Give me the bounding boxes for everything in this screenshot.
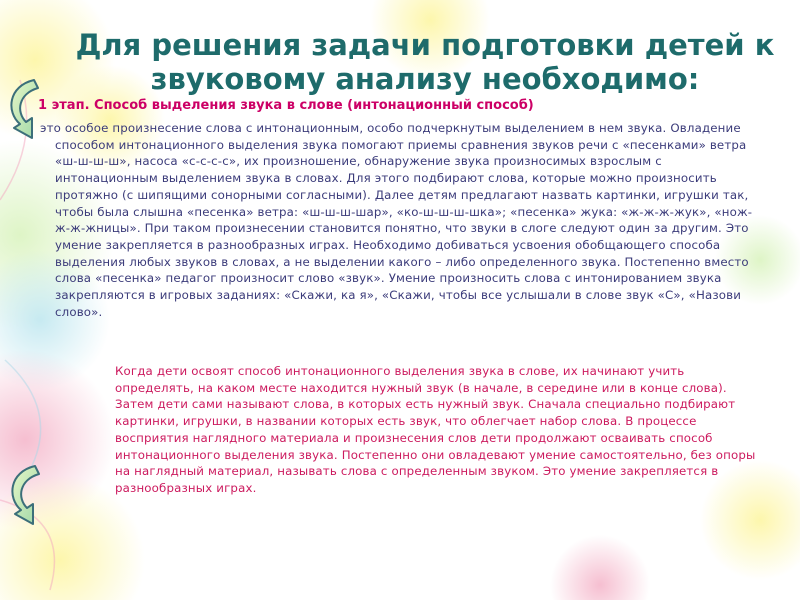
slide-title: Для решения задачи подготовки детей к звуковому анализу необходимо: [75,28,775,96]
curved-arrow-icon [3,462,45,528]
stage-heading: 1 этап. Способ выделения звука в слове (интонационный способ) [38,98,534,113]
paragraph-intonation-method: это особое произнесение слова с интонационным, особо подчеркнутым выделением в нем звука. Овладение способом интонационного выделения звука помогают приемы сравнения звуков речи с «песенками» ветра «ш-ш-ш-ш», насоса «с-с-с-с», их произношение, обнаружение звука произносимых взрослым с интонационным выделением звука в словах. Для этого подбирают слова, которые можно произносить протяжно (с шипящими сонорными согласными). Далее детям предлагают назвать картинки, игрушки так, чтобы была слышна «песенка» ветра: «ш-ш-ш-шар», «ко-ш-ш-ш-шка»; «песенка» жука: «ж-ж-ж-жук», «нож-ж-ж-жницы». При таком произнесении становится понятно, что звуки в слоге следуют один за другим. Это умение закрепляется в разнообразных играх. Необходимо добиваться усвоения обобщающего способа выделения любых звуков в словах, а не выделении какого – либо определенного звука. Постепенно вместо слова «песенка» педагог произносит слово «звук». Умение произносить слова с интонированием звука закрепляются в игровых заданиях: «Скажи, ка я», «Скажи, чтобы все услышали в слове звук «С», «Назови слово». [40,121,753,319]
paragraph-sound-position: Когда дети освоят способ интонационного выделения звука в слове, их начинают учить определять, на каком месте находится нужный звук (в начале, в середине или в конце слова). Затем дети сами называют слова, в которых есть нужный звук. Сначала специально подбирают картинки, игрушки, в названии которых есть звук, что облегчает набор слова. В процессе восприятия наглядного материала и произнесения слов дети продолжают осваивать способ интонационного выделения звука. Постепенно они овладевают умение самостоятельно, без опоры на наглядный материал, называть слова с определенным звуком. Это умение закрепляется в разнообразных играх. [115,364,756,495]
